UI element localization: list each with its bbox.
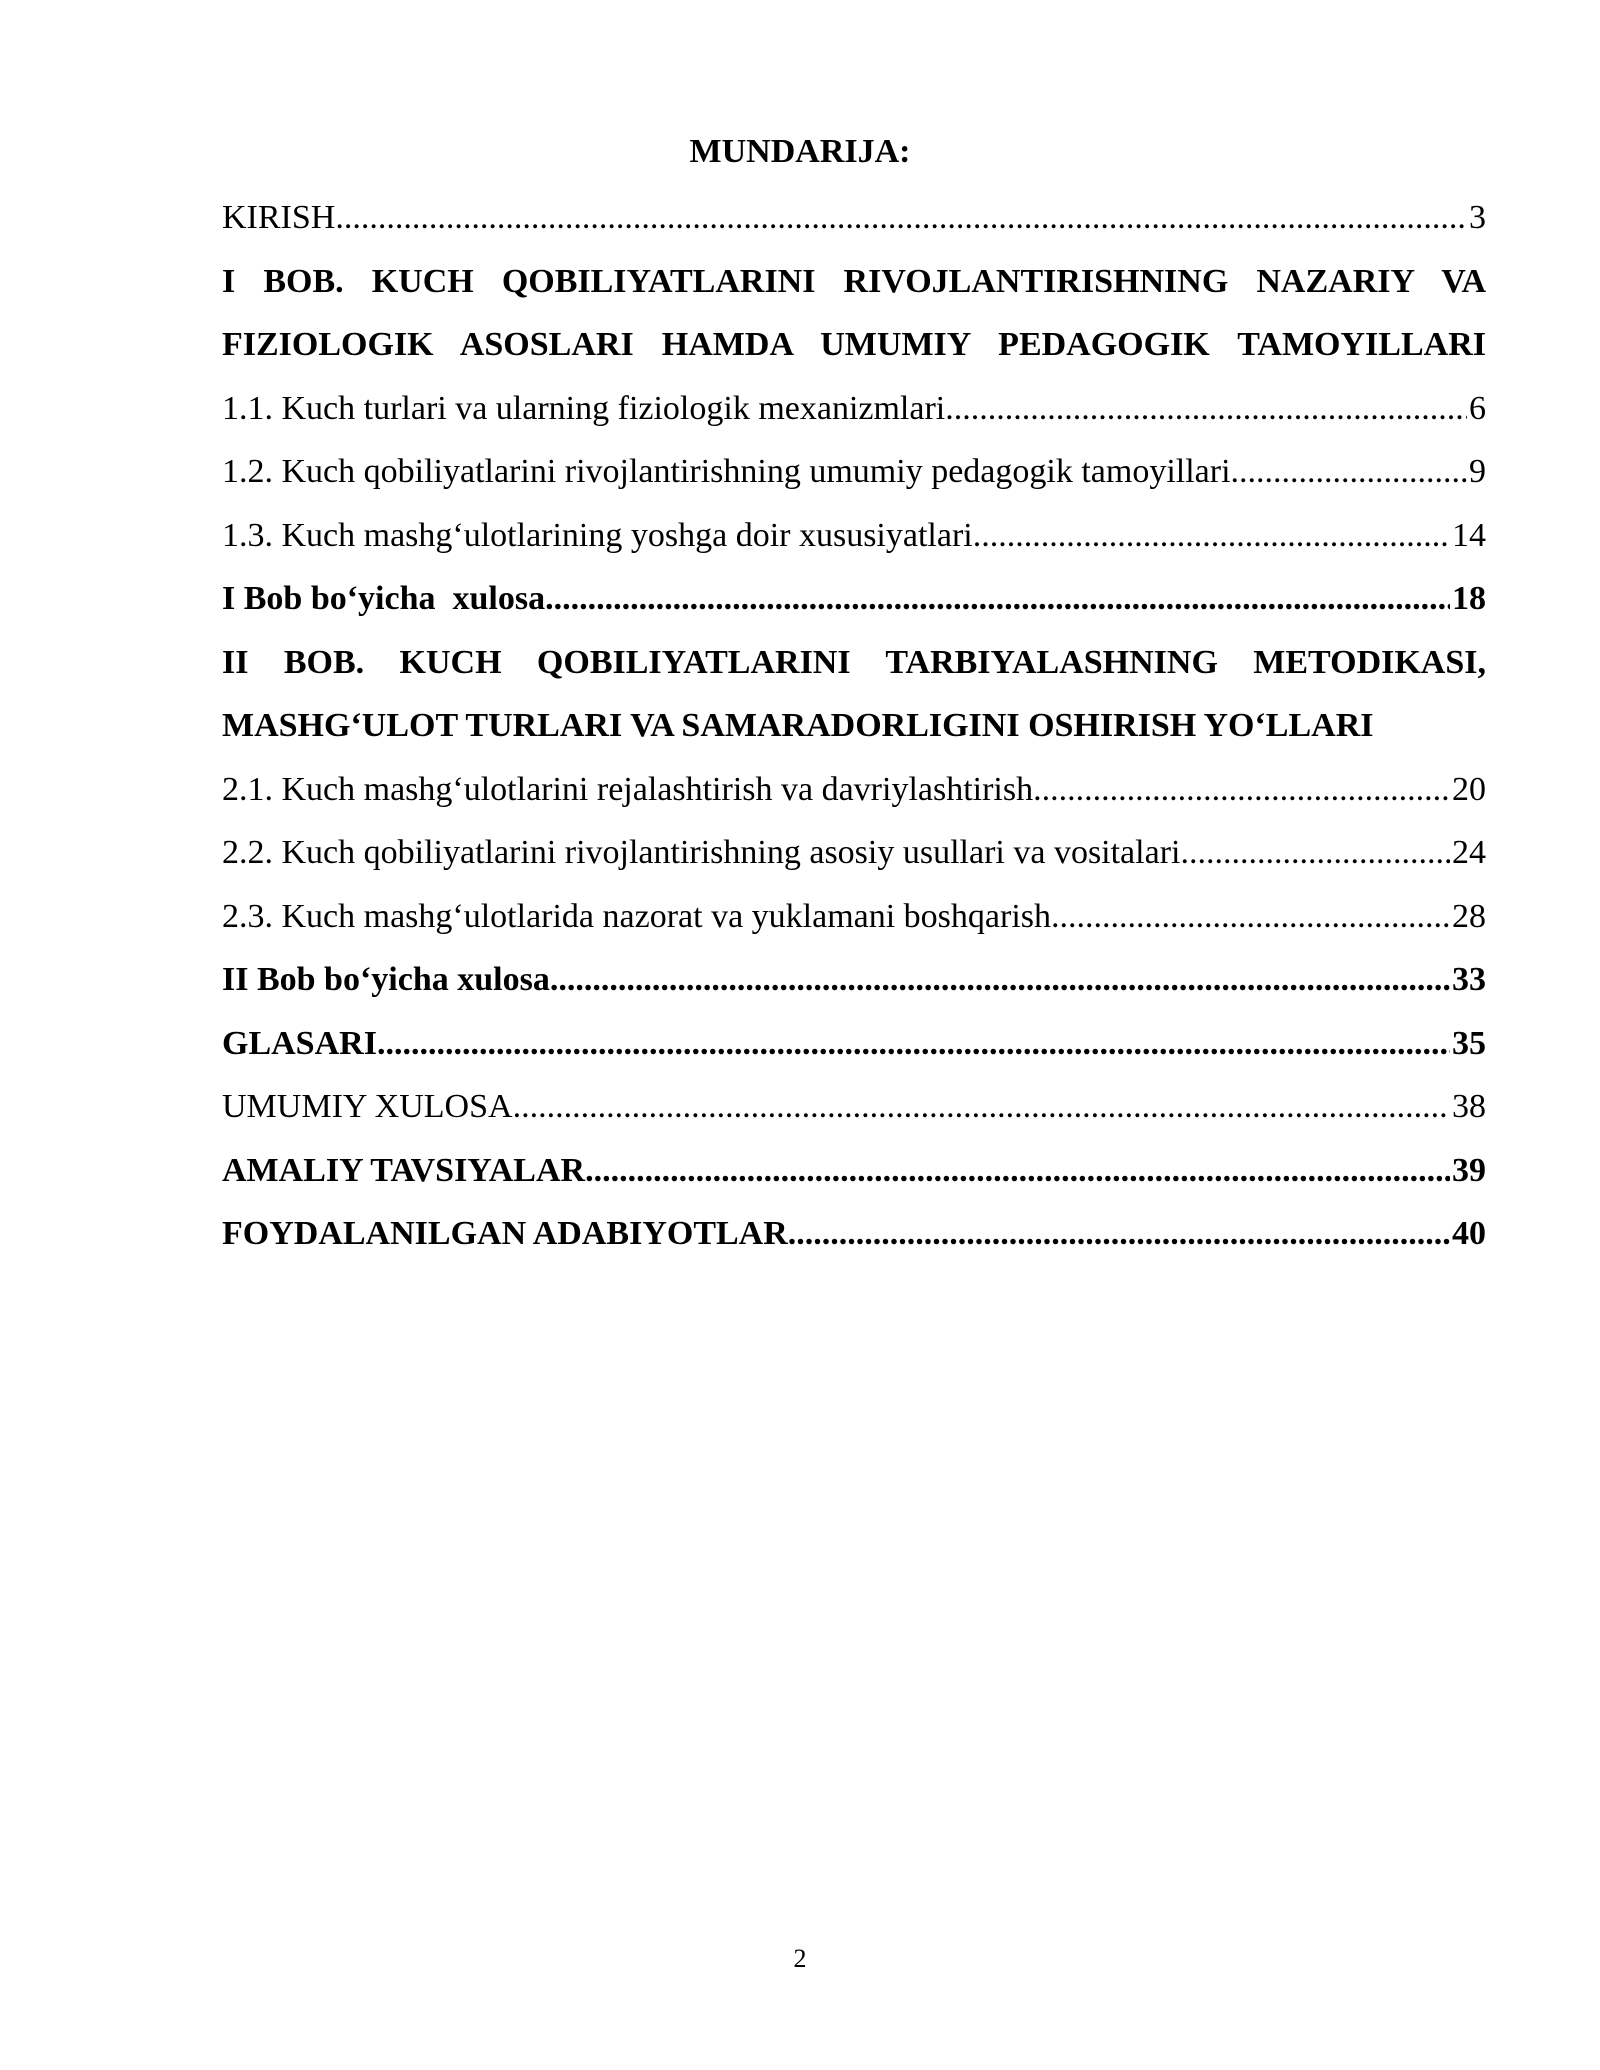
toc-entry-general-conclusion[interactable] bbox=[222, 1075, 1486, 1139]
toc-entry-label: 1.3. Kuch mashg‘ulotlarining yoshga doir xususiyatlari bbox=[222, 516, 973, 554]
dot-leader bbox=[585, 1139, 1450, 1203]
toc-entry-kirish[interactable] bbox=[222, 186, 1486, 250]
toc-entry-page: 14 bbox=[1452, 516, 1486, 554]
toc-entry-page: 9 bbox=[1469, 453, 1486, 490]
toc-entry-label: 2.1. Kuch mashg‘ulotlarini rejalashtirish va davriylashtirish bbox=[222, 770, 1034, 808]
dot-leader bbox=[1231, 440, 1467, 504]
toc-entry-1-3[interactable] bbox=[222, 504, 1486, 568]
toc-entry-references[interactable] bbox=[222, 1202, 1486, 1266]
dot-leader bbox=[545, 567, 1450, 631]
toc-entry-2-2[interactable] bbox=[222, 821, 1486, 885]
dot-leader bbox=[1180, 821, 1450, 885]
toc-entry-label: AMALIY TAVSIYALAR bbox=[222, 1151, 586, 1189]
toc-entry-recommendations[interactable] bbox=[222, 1139, 1486, 1203]
table-of-contents bbox=[222, 186, 1486, 1266]
toc-entry-page: 38 bbox=[1452, 1088, 1486, 1125]
toc-entry-1-2[interactable] bbox=[222, 440, 1486, 504]
dot-leader bbox=[788, 1202, 1450, 1266]
toc-entry-page: 6 bbox=[1469, 389, 1486, 427]
toc-entry-page: 3 bbox=[1469, 199, 1486, 236]
toc-entry-label: GLASARI bbox=[222, 1024, 377, 1062]
dot-leader bbox=[1051, 885, 1450, 949]
dot-leader bbox=[973, 504, 1450, 568]
page-number: 2 bbox=[793, 1944, 807, 1973]
toc-entry-label: 2.3. Kuch mashg‘ulotlarida nazorat va yuklamani boshqarish bbox=[222, 897, 1051, 935]
chapter-2-heading-line-1[interactable]: II BOB. KUCH QOBILIYATLARINI TARBIYALASHNING METODIKASI, bbox=[222, 643, 1486, 681]
toc-entry-label: 1.2. Kuch qobiliyatlarini rivojlantirishning umumiy pedagogik tamoyillari bbox=[222, 453, 1231, 490]
toc-entry-page: 40 bbox=[1452, 1215, 1486, 1252]
chapter-1-heading-line-1[interactable]: I BOB. KUCH QOBILIYATLARINI RIVOJLANTIRISHNING NAZARIY VA bbox=[222, 262, 1486, 300]
toc-entry-2-3[interactable] bbox=[222, 885, 1486, 949]
chapter-2-heading-line-2[interactable]: MASHG‘ULOT TURLARI VA SAMARADORLIGINI OSHIRISH YO‘LLARI bbox=[222, 707, 1374, 744]
toc-entry-label: FOYDALANILGAN ADABIYOTLAR bbox=[222, 1215, 788, 1252]
toc-entry-2-1[interactable] bbox=[222, 758, 1486, 822]
toc-entry-label: 1.1. Kuch turlari va ularning fiziologik mexanizmlari bbox=[222, 389, 946, 427]
toc-entry-label: UMUMIY XULOSA bbox=[222, 1088, 513, 1125]
toc-entry-page: 18 bbox=[1452, 580, 1486, 617]
toc-entry-label: KIRISH bbox=[222, 199, 336, 236]
toc-entry-page: 33 bbox=[1452, 961, 1486, 998]
dot-leader bbox=[335, 186, 1467, 250]
toc-entry-page: 24 bbox=[1452, 834, 1486, 871]
toc-entry-label: 2.2. Kuch qobiliyatlarini rivojlantirishning asosiy usullari va vositalari bbox=[222, 834, 1181, 871]
dot-leader bbox=[1033, 758, 1450, 822]
toc-entry-label: II Bob bo‘yicha xulosa bbox=[222, 961, 550, 998]
dot-leader bbox=[945, 377, 1467, 441]
toc-entry-page: 20 bbox=[1452, 770, 1486, 808]
chapter-1-heading-line-2[interactable]: FIZIOLOGIK ASOSLARI HAMDA UMUMIY PEDAGOGIK TAMOYILLARI bbox=[222, 326, 1486, 363]
toc-entry-glossary[interactable] bbox=[222, 1012, 1486, 1076]
toc-entry-chapter-1-conclusion[interactable] bbox=[222, 567, 1486, 631]
toc-entry-label: I Bob bo‘yicha xulosa bbox=[222, 580, 546, 617]
dot-leader bbox=[377, 1012, 1450, 1076]
dot-leader bbox=[550, 948, 1450, 1012]
toc-entry-1-1[interactable] bbox=[222, 377, 1486, 441]
toc-entry-page: 28 bbox=[1452, 897, 1486, 935]
dot-leader bbox=[513, 1075, 1450, 1139]
toc-entry-page: 35 bbox=[1452, 1024, 1486, 1062]
toc-entry-page: 39 bbox=[1452, 1151, 1486, 1189]
toc-title: MUNDARIJA: bbox=[689, 133, 911, 170]
toc-entry-chapter-2-conclusion[interactable] bbox=[222, 948, 1486, 1012]
